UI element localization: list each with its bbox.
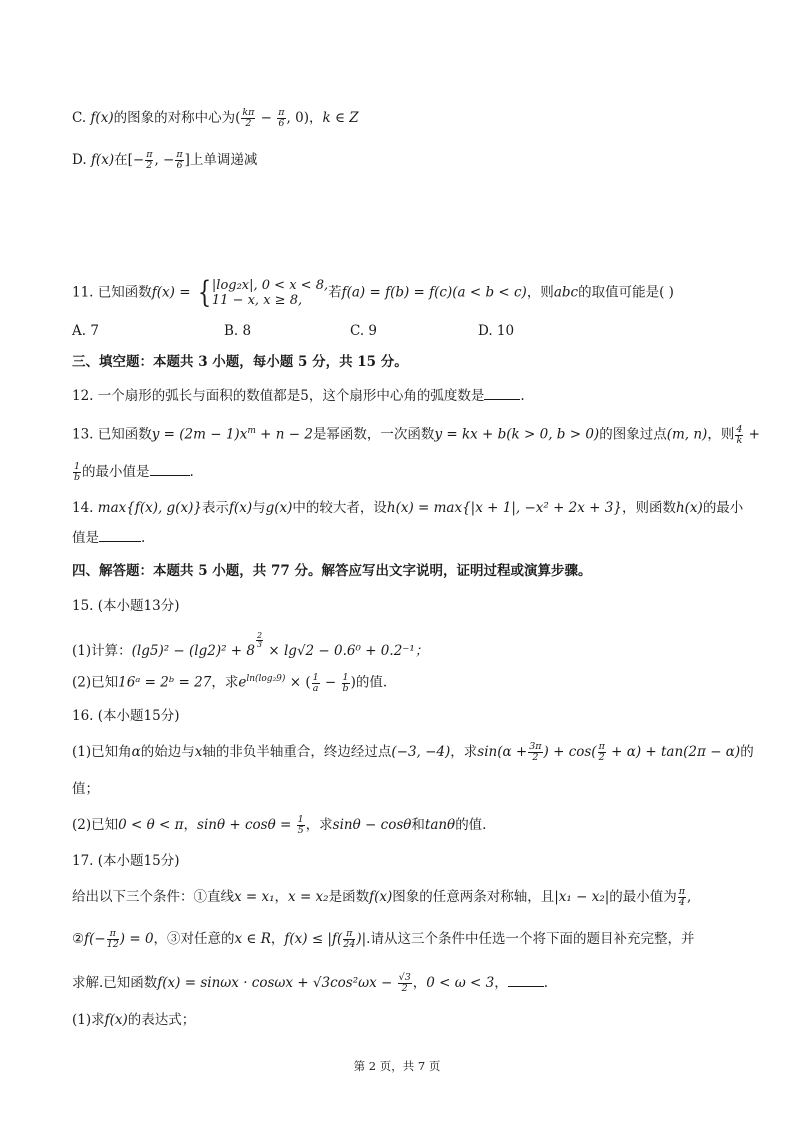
math-text: k ∈ Z (322, 110, 359, 126)
text: . (520, 388, 525, 404)
answer-blank (508, 974, 544, 987)
text: (1)计算： (72, 643, 132, 659)
text: , (687, 889, 692, 905)
math-text: 0 < ω < 3 (426, 975, 495, 991)
text: ，则函数 (621, 500, 676, 516)
math-text: f(− (84, 931, 106, 947)
text: ，求 (450, 744, 478, 760)
text: 和 (411, 817, 425, 833)
text: 的 (740, 744, 754, 760)
answer-blank (484, 387, 520, 400)
text: 的图象的对称中心为( (113, 110, 241, 126)
question-16-part-1-line-2: 值； (72, 781, 99, 797)
choice-b: B. 8 (224, 323, 252, 339)
frac-num: π (343, 929, 355, 940)
text: 中的较大者，设 (292, 500, 387, 516)
question-17-line-3 (72, 973, 548, 994)
text: + (744, 426, 760, 443)
fraction (145, 150, 153, 171)
option-d (72, 150, 257, 171)
math-text: x = x₁ (234, 889, 275, 905)
frac-num: 3π (529, 741, 542, 752)
text: 在[− (114, 152, 145, 168)
frac-den: 2 (245, 118, 252, 129)
question-17-part-1 (72, 1011, 195, 1029)
fraction (735, 425, 743, 446)
text: 是函数 (328, 889, 370, 905)
math-text: )| (356, 931, 367, 947)
option-c (72, 108, 359, 129)
case-2: 11 − x, x ≥ 8, (211, 293, 303, 308)
question-15-part-1 (72, 632, 428, 660)
option-label: D. (72, 152, 91, 168)
question-16-part-1 (72, 742, 754, 763)
text: 与 (252, 500, 266, 516)
page-footer: 第 2 页，共 7 页 (353, 1059, 441, 1073)
math-text: + α) + tan(2π − α) (606, 744, 741, 760)
text: , − (154, 152, 175, 168)
question-13-line-2 (72, 462, 194, 483)
text: 的取值可能是( ) (578, 284, 674, 301)
question-14-line-1 (72, 499, 743, 517)
math-text: y = (2m − 1)x (151, 426, 248, 443)
question-11 (72, 275, 674, 310)
math-text: (−3, −4) (391, 744, 451, 760)
math-text: tanθ (424, 817, 456, 833)
exponent: ln(log₂9) (246, 674, 286, 684)
fraction (528, 742, 542, 763)
math-text: 16ᵃ = 2ᵇ = 27 (118, 674, 212, 691)
text: ， (183, 817, 198, 833)
text: (2)已知 (72, 817, 119, 833)
text: 表示 (201, 500, 229, 516)
text: 的图象过点 (599, 426, 667, 443)
text: 的最小值为 (609, 889, 677, 905)
section-4-heading: 四、解答题：本题共 5 小题，共 77 分。解答应写出文字说明，证明过程或演算步骤。 (72, 563, 592, 579)
frac-num: 1 (342, 671, 349, 683)
frac-den: 2 (598, 752, 605, 763)
math-text: × lg√2 − 0.6⁰ + 0.2⁻¹； (264, 643, 429, 659)
frac-den: 5 (297, 825, 304, 836)
text: 的最小 (702, 500, 744, 516)
math-text: abc (553, 284, 579, 301)
text: 若 (328, 284, 342, 301)
math-text: f(x) (228, 500, 253, 516)
math-text: ) = 0 (119, 931, 154, 947)
text: 的表达式； (127, 1012, 196, 1028)
text: ，则 (526, 284, 554, 301)
text: ② (72, 931, 85, 947)
question-13-line-1 (72, 422, 760, 446)
fraction (678, 887, 686, 908)
text: 是幂函数，一次函数 (312, 426, 435, 443)
frac-den: 2 (401, 983, 408, 994)
fraction (175, 150, 183, 171)
q11-options (72, 322, 672, 340)
question-text: 14. (72, 500, 98, 516)
text: ， (274, 889, 289, 905)
exponent: m (247, 426, 256, 436)
text: 的最小值是 (82, 464, 150, 480)
frac-den: b (73, 472, 81, 483)
frac-num: π (678, 886, 686, 897)
math-text: ) + cos( (543, 744, 597, 760)
text: ， (270, 931, 285, 947)
frac-num: π (598, 741, 605, 752)
math-text: g(x) (265, 500, 293, 516)
math-text: h(x) = max{|x + 1|, −x² + 2x + 3} (386, 500, 622, 516)
frac-den: 3 (257, 640, 263, 649)
math-fx: f(x) (90, 110, 114, 126)
text: 求解.已知函数 (72, 975, 158, 991)
math-text: x = x₂ (288, 889, 329, 905)
frac-num: kπ (242, 107, 255, 118)
case-1: |log₂x|, 0 < x < 8, (211, 278, 329, 293)
math-text: (lg5)² − (lg2)² + 8 (131, 643, 255, 659)
frac-den: k (736, 434, 743, 446)
text: . (543, 975, 549, 991)
text: ，求 (211, 674, 239, 691)
text: 的值. (455, 817, 487, 833)
text: 给出以下三个条件：①直线 (72, 889, 234, 905)
question-text: 11. 已知函数 (72, 284, 152, 301)
frac-den: 2 (532, 752, 539, 763)
text: 值是 (72, 530, 99, 546)
fraction (73, 462, 81, 483)
math-text: f(x) ≤ |f( (284, 931, 343, 947)
text: , 0)， (286, 110, 323, 126)
text: − (320, 674, 341, 691)
math-text: sin(α + (477, 744, 528, 760)
fraction (107, 929, 119, 950)
fraction (241, 108, 255, 129)
math-text: f(x) (369, 889, 393, 905)
question-17-line-1 (72, 887, 691, 908)
question-17-title: 17. (本小题15分) (72, 853, 180, 869)
frac-den: 24 (343, 939, 356, 950)
answer-blank (150, 463, 190, 476)
fraction (598, 742, 606, 763)
fraction (343, 929, 355, 950)
text: 图象的任意两条对称轴，且 (392, 889, 555, 905)
text: )的值. (350, 674, 388, 691)
text: . (189, 464, 194, 480)
text: ，求 (305, 817, 333, 833)
choice-c: C. 9 (350, 323, 378, 339)
math-text: α (131, 744, 141, 760)
math-text: + n − 2 (255, 426, 313, 443)
text: .请从这三个条件中任选一个将下面的题目补充完整，并 (366, 931, 695, 947)
text: ]上单调递减 (184, 152, 258, 168)
math-text: e (238, 674, 247, 691)
text: . (141, 530, 146, 546)
section-3-heading: 三、填空题：本题共 3 小题，每小题 5 分，共 15 分。 (72, 354, 408, 370)
brace: { (197, 275, 212, 310)
frac-den: 4 (678, 897, 685, 908)
frac-num: π (107, 929, 119, 940)
fraction (398, 973, 412, 994)
text: − (256, 110, 277, 126)
text: (2)已知 (72, 674, 119, 691)
math-text: (m, n) (666, 426, 708, 443)
math-text: max{f(x), g(x)} (97, 500, 202, 516)
math-fx: f(x) (90, 152, 115, 168)
question-15-part-2 (72, 670, 387, 694)
math-text: f(x) (104, 1012, 128, 1028)
question-12 (72, 387, 525, 405)
math-text: h(x) (675, 500, 703, 516)
frac-num: 2 (257, 631, 263, 640)
text: ， (412, 975, 427, 991)
question-17-line-2 (72, 929, 694, 950)
frac-den: a (312, 682, 319, 694)
frac-den: 12 (106, 939, 119, 950)
fraction (277, 108, 285, 129)
text: (1)求 (72, 1012, 105, 1028)
text: (1)已知角 (72, 744, 132, 760)
option-label: C. (72, 110, 91, 126)
fraction (342, 673, 350, 694)
math-fx: f(x) = (151, 284, 195, 301)
math-text: sinθ − cosθ (332, 817, 412, 833)
frac-num: π (176, 149, 183, 160)
choice-a: A. 7 (72, 323, 99, 339)
math-text: f(x) = sinωx · cosωx + √3cos²ωx − (157, 975, 397, 991)
frac-num: π (278, 107, 285, 118)
text: ，③对任意的 (153, 931, 235, 947)
question-text: 12. 一个扇形的弧长与面积的数值都是5，这个扇形中心角的弧度数是 (72, 388, 485, 404)
choice-d: D. 10 (478, 323, 515, 339)
exponent-fraction (256, 632, 263, 649)
fraction (312, 673, 320, 694)
question-16-title: 16. (本小题15分) (72, 708, 180, 724)
math-text: y = kx + b(k > 0, b > 0) (434, 426, 600, 443)
math-text: |x₁ − x₂| (554, 889, 610, 905)
math-text: 0 < θ < π (118, 817, 184, 833)
math-text: x ∈ R (234, 931, 271, 947)
frac-num: 4 (736, 423, 743, 435)
frac-num: √3 (398, 972, 411, 983)
question-16-part-2 (72, 815, 486, 836)
frac-num: 1 (74, 461, 81, 472)
frac-den: b (342, 682, 349, 694)
frac-num: 1 (312, 671, 319, 683)
question-14-line-2 (72, 529, 145, 547)
frac-num: 1 (297, 814, 304, 825)
text: 的始边与 (140, 744, 195, 760)
question-15-title: 15. (本小题13分) (72, 598, 180, 614)
math-text: f(a) = f(b) = f(c)(a < b < c) (341, 284, 527, 301)
frac-den: 6 (278, 118, 285, 129)
text: ，则 (707, 426, 735, 443)
frac-num: π (146, 149, 153, 160)
frac-den: 6 (176, 160, 183, 171)
question-text: 13. 已知函数 (72, 426, 152, 443)
text: × ( (285, 674, 311, 691)
frac-den: 2 (146, 160, 153, 171)
text: 轴的非负半轴重合，终边经过点 (202, 744, 392, 760)
math-text: sinθ + cosθ = (197, 817, 296, 833)
piecewise (212, 278, 328, 308)
text: ， (494, 975, 508, 991)
answer-blank (99, 529, 141, 542)
fraction (297, 815, 305, 836)
math-text: x (194, 744, 203, 760)
